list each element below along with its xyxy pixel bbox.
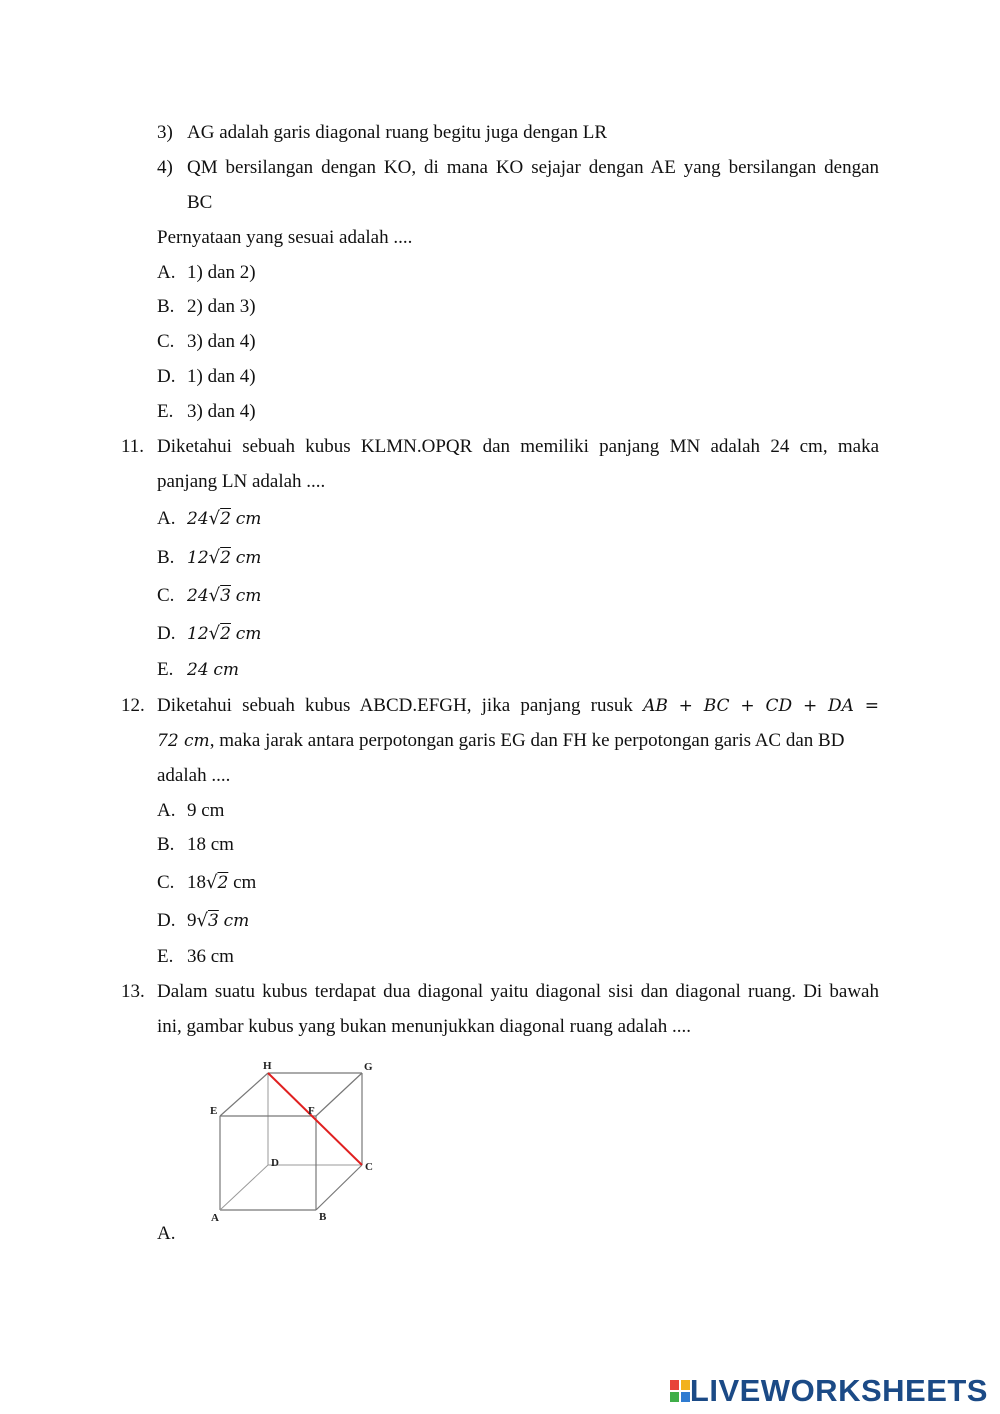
label-g: G — [364, 1061, 373, 1073]
q12-text-line3: adalah .... — [157, 765, 231, 786]
option-letter: C. — [157, 331, 175, 352]
option-text: 9 cm — [187, 800, 225, 821]
statement-3-number: 3) — [157, 122, 173, 143]
option-math: 24 cm — [187, 660, 240, 680]
option-text: 3) dan 4) — [187, 401, 256, 422]
liveworksheets-wordmark: LIVEWORKSHEETS — [689, 1373, 988, 1408]
cube-figure — [200, 1058, 390, 1226]
option-text: 3) dan 4) — [187, 331, 256, 352]
option-letter: E. — [157, 946, 174, 967]
liveworksheets-logo-icon — [670, 1380, 690, 1402]
option-letter: E. — [157, 401, 174, 422]
option-text: 36 cm — [187, 946, 234, 967]
edge-ad — [220, 1165, 268, 1210]
q11-text-line2: panjang LN adalah .... — [157, 471, 326, 492]
label-h: H — [263, 1060, 272, 1072]
option-letter: A. — [157, 262, 176, 283]
option-math: 18√2 cm — [187, 872, 257, 893]
q11-number: 11. — [121, 436, 145, 457]
q13-text-line2: ini, gambar kubus yang bukan menunjukkan diagonal ruang adalah .... — [157, 1016, 691, 1037]
q10-prompt: Pernyataan yang sesuai adalah .... — [157, 227, 413, 248]
option-letter: D. — [157, 366, 176, 387]
option-letter: A. — [157, 1223, 176, 1244]
option-math: 9√3 cm — [187, 910, 250, 931]
q13-text-line1: Dalam suatu kubus terdapat dua diagonal yaitu diagonal sisi dan diagonal ruang. Di bawah — [157, 981, 879, 1002]
option-text: 2) dan 3) — [187, 296, 256, 317]
statement-4-text-line2: BC — [187, 192, 213, 213]
q13-number: 13. — [121, 981, 145, 1002]
statement-4-number: 4) — [157, 157, 173, 178]
option-letter: D. — [157, 910, 176, 931]
q11-text-line1: Diketahui sebuah kubus KLMN.OPQR dan memiliki panjang MN adalah 24 cm, maka — [157, 436, 879, 457]
option-math: 24√2 cm — [187, 508, 262, 529]
option-letter: A. — [157, 508, 176, 529]
option-math: 24√3 cm — [187, 585, 262, 606]
option-math: 12√2 cm — [187, 623, 262, 644]
statement-3-text: AG adalah garis diagonal ruang begitu juga dengan LR — [187, 122, 607, 143]
option-letter: B. — [157, 296, 175, 317]
edge-bc — [316, 1165, 362, 1210]
liveworksheets-logo — [670, 1374, 988, 1408]
option-letter: D. — [157, 623, 176, 644]
statement-4-text-line1: QM bersilangan dengan KO, di mana KO sejajar dengan AE yang bersilangan dengan — [187, 157, 879, 178]
label-d: D — [271, 1157, 279, 1169]
label-e: E — [210, 1105, 218, 1117]
option-letter: C. — [157, 872, 175, 893]
label-c: C — [365, 1161, 373, 1173]
option-text: 1) dan 4) — [187, 366, 256, 387]
label-a: A — [211, 1212, 219, 1224]
option-text: 1) dan 2) — [187, 262, 256, 283]
label-b: B — [319, 1211, 327, 1223]
edge-fg — [316, 1073, 362, 1116]
option-letter: E. — [157, 659, 174, 680]
option-letter: B. — [157, 547, 175, 568]
option-letter: B. — [157, 834, 175, 855]
option-math: 12√2 cm — [187, 547, 262, 568]
option-text: 18 cm — [187, 834, 234, 855]
label-f: F — [308, 1105, 315, 1117]
q12-number: 12. — [121, 695, 145, 716]
q12-text-line2: 72 cm, maka jarak antara perpotongan garis EG dan FH ke perpotongan garis AC dan BD — [157, 730, 845, 751]
option-letter: C. — [157, 585, 175, 606]
edge-eh — [220, 1073, 268, 1116]
q12-text-line1: Diketahui sebuah kubus ABCD.EFGH, jika panjang rusuk AB + BC + CD + DA = — [157, 695, 880, 716]
option-letter: A. — [157, 800, 176, 821]
